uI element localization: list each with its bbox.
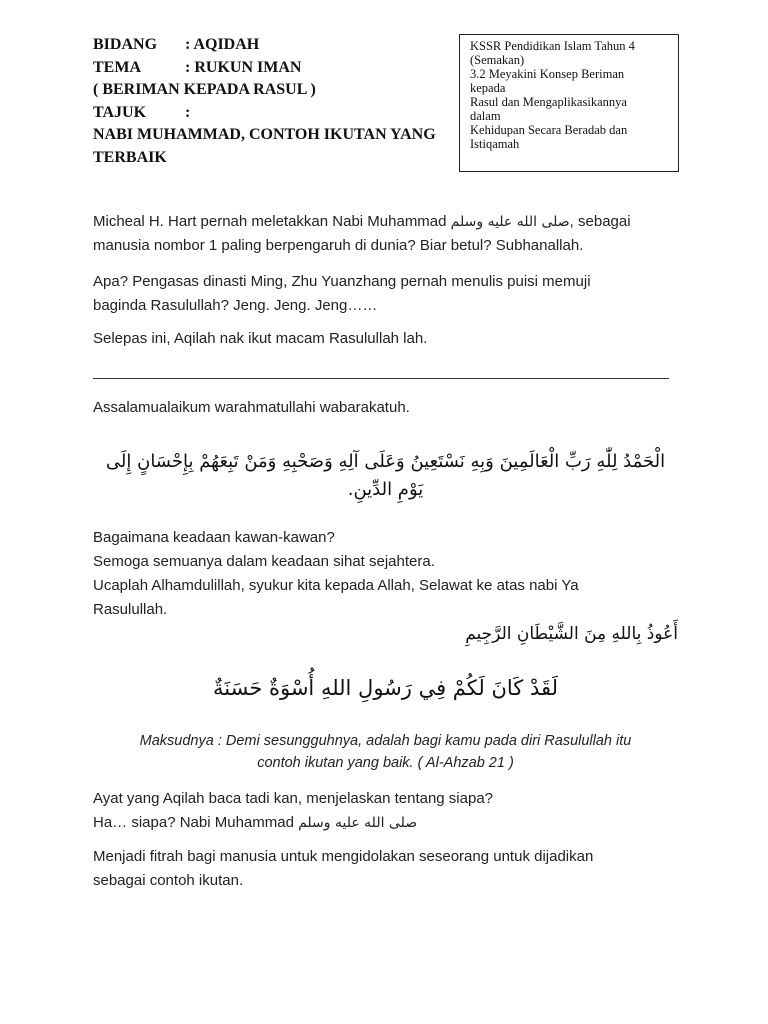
section-divider [93,378,669,379]
kssr-line: KSSR Pendidikan Islam Tahun 4 [470,39,635,53]
arabic-doa: الْحَمْدُ لِلّٰهِ رَبِّ الْعَالَمِينَ وَبِهِ نَسْتَعِينُ وَعَلَى آلِهِ وَصَحْبِهِ وَمَنْ تَبِعَهُمْ بِإِحْسَانٍ إِلَى يَوْمِ الدِّينِ. [105,451,666,500]
kssr-line: Istiqamah [470,137,520,151]
translation-line-2: contoh ikutan yang baik. ( Al-Ahzab 21 ) [257,755,514,771]
intro-p2-line2: baginda Rasulullah? Jeng. Jeng. Jeng…… [93,297,378,314]
intro-p1-line2: manusia nombor 1 paling berpengaruh di dunia? Biar betul? Subhanallah. [93,237,584,254]
subtema: ( BERIMAN KEPADA RASUL ) [93,81,316,98]
arabic-taawuz: أَعُوذُ بِاللهِ مِنَ الشَّيْطَانِ الرَّجِيمِ [465,624,678,644]
greeting-text: Assalamualaikum warahmatullahi wabarakatuh. [93,399,410,416]
tema-row [93,57,453,80]
bidang-value: : AQIDAH [185,36,260,53]
kssr-line: Rasul dan Mengaplikasikannya [470,95,627,109]
title-line-1: NABI MUHAMMAD, CONTOH IKUTAN YANG [93,126,436,143]
kssr-line: 3.2 Meyakini Konsep Beriman [470,67,625,81]
body-line-2: Semoga semuanya dalam keadaan sihat sejahtera. [93,553,435,570]
closing-paragraph [93,845,688,893]
title-line-2: TERBAIK [93,148,167,166]
ayat-translation [93,730,678,774]
closing-line-2: sebagai contoh ikutan. [93,872,244,889]
document-header [93,34,453,169]
bidang-label: BIDANG [93,36,158,53]
closing-line-1: Menjadi fitrah bagi manusia untuk mengidolakan seseorang untuk dijadikan [93,848,594,865]
body-line-4: Rasulullah. [93,601,168,618]
question-paragraph [93,787,688,835]
kssr-line: kepada [470,81,506,95]
intro-p1-text: Micheal H. Hart pernah meletakkan Nabi Muhammad [93,213,447,230]
intro-paragraph-2 [93,270,688,318]
salawat-text: صلى الله عليه وسلم [298,815,418,831]
intro-p2-line1: Apa? Pengasas dinasti Ming, Zhu Yuanzhang pernah menulis puisi memuji [93,273,591,290]
kssr-line: dalam [470,109,501,123]
question-line-2: Ha… siapa? Nabi Muhammad [93,814,294,831]
intro-p1-text-end: , sebagai [569,213,631,230]
tajuk-label: TAJUK [93,103,147,121]
body-paragraph [93,526,688,622]
arabic-ayat: لَقَدْ كَانَ لَكُمْ فِي رَسُولِ اللهِ أُسْوَةٌ حَسَنَةٌ [213,676,558,700]
intro-paragraph-1 [93,210,688,258]
kssr-standard-box [459,34,679,172]
tajuk-row [93,102,453,125]
intro-paragraph-3: Selepas ini, Aqilah nak ikut macam Rasulullah lah. [93,330,428,347]
tema-value: : RUKUN IMAN [185,58,302,76]
body-line-3: Ucaplah Alhamdulillah, syukur kita kepada Allah, Selawat ke atas nabi Ya [93,577,579,594]
salawat-text: صلى الله عليه وسلم [450,214,570,230]
question-line-1: Ayat yang Aqilah baca tadi kan, menjelaskan tentang siapa? [93,790,494,807]
tema-label: TEMA [93,58,141,76]
kssr-line: Kehidupan Secara Beradab dan [470,123,628,137]
tajuk-value: : [185,103,191,121]
translation-line-1: Maksudnya : Demi sesungguhnya, adalah bagi kamu pada diri Rasulullah itu [139,733,632,749]
body-line-1: Bagaimana keadaan kawan-kawan? [93,529,335,546]
kssr-line: (Semakan) [470,53,525,67]
bidang-row [93,34,453,57]
